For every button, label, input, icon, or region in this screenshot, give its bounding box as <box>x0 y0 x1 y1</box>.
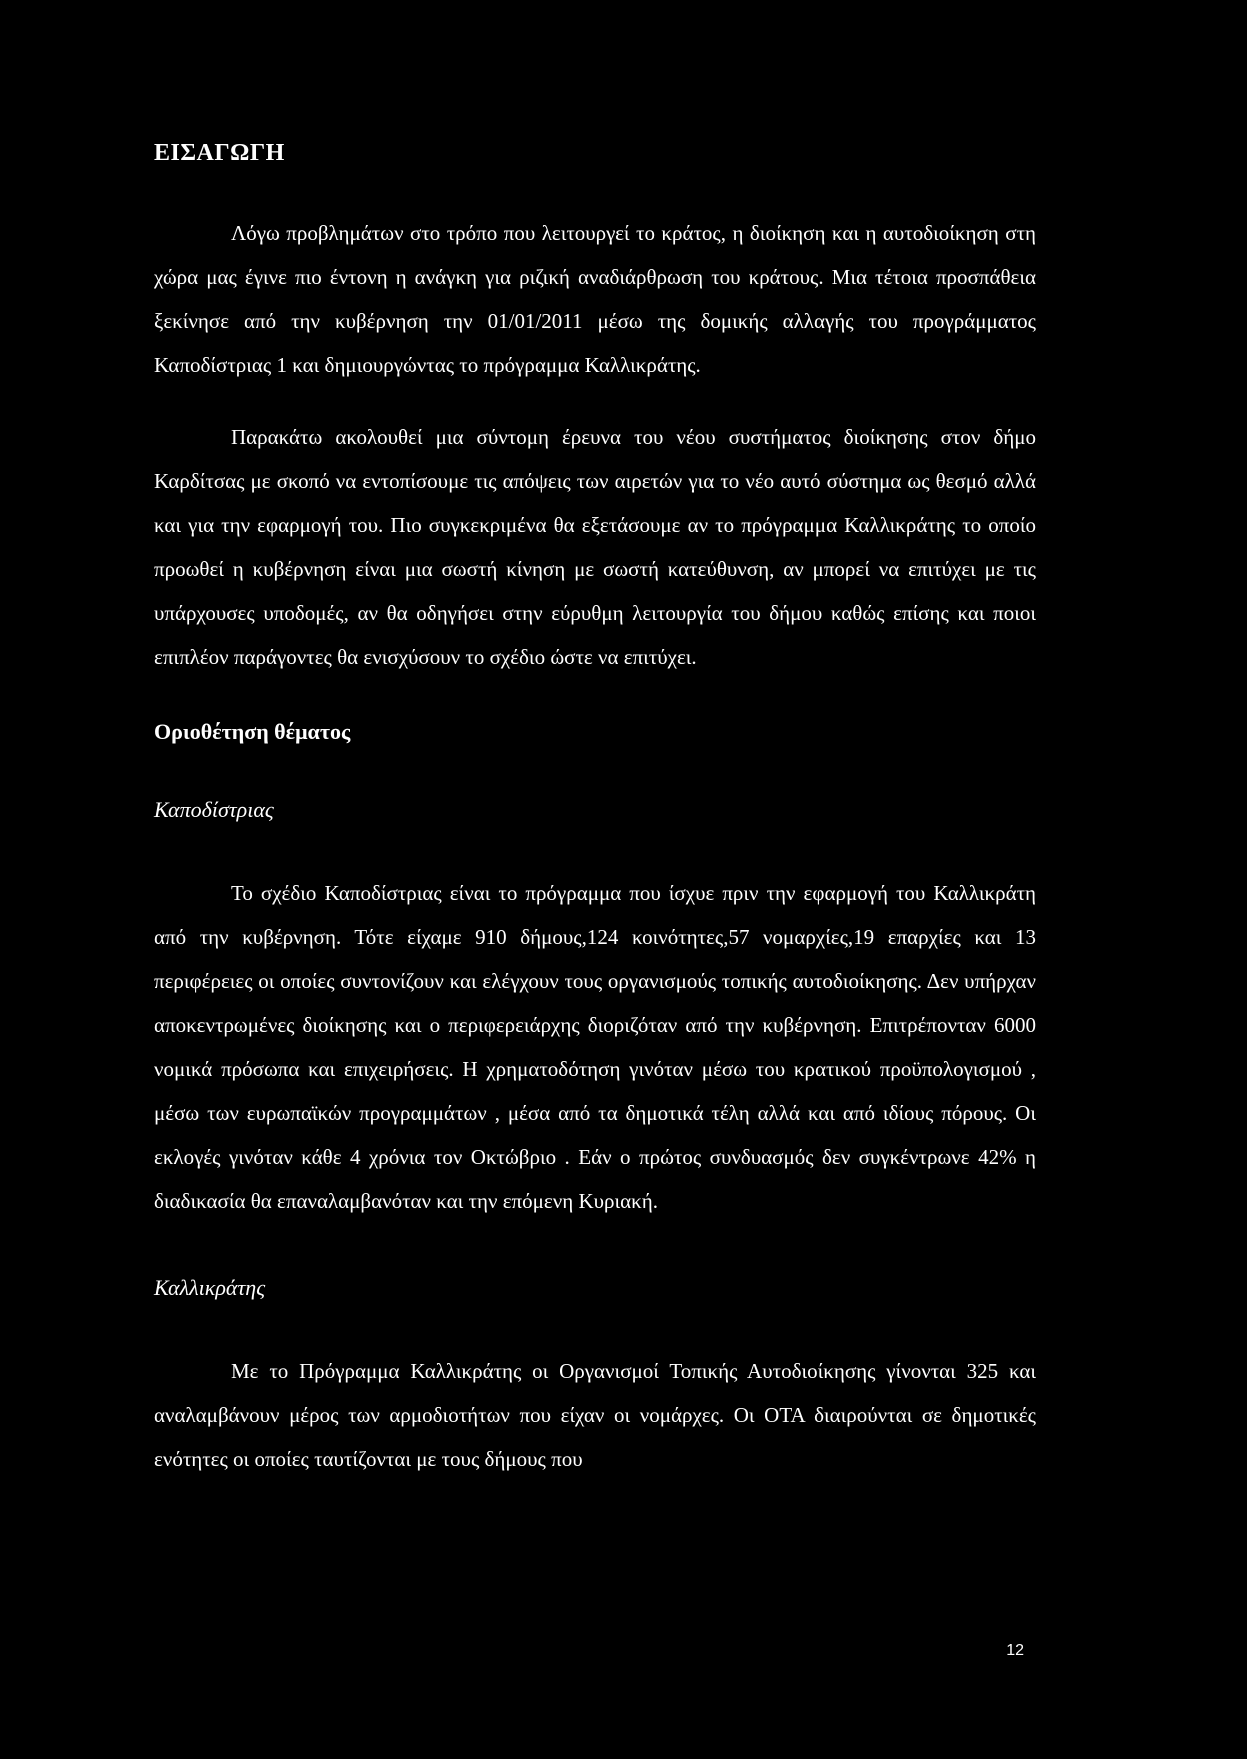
kallikratis-paragraph: Με το Πρόγραμμα Καλλικράτης οι Οργανισμοί Τοπικής Αυτοδιοίκησης γίνονται 325 και αναλαμβάνουν μέρος των αρμοδιοτήτων που είχαν οι νομάρχες. Οι ΟΤΑ διαιρούνται σε δημοτικές ενότητες οι οποίες ταυτίζονται με τους δήμους που <box>154 1359 1036 1471</box>
intro-paragraph-1: Λόγω προβλημάτων στο τρόπο που λειτουργεί το κράτος, η διοίκηση και η αυτοδιοίκηση στη χώρα μας έγινε πιο έντονη η ανάγκη για ριζική αναδιάρθρωση του κράτους. Μια τέτοια προσπάθεια ξεκίνησε από την κυβέρνηση την 01/01/2011 μέσω της δομικής αλλαγής του προγράμματος Καποδίστριας 1 και δημιουργώντας το πρόγραμμα Καλλικράτης. <box>154 221 1036 377</box>
page-number: 12 <box>1006 1642 1024 1659</box>
document-page <box>154 140 1036 1481</box>
intro-paragraph-2: Παρακάτω ακολουθεί μια σύντομη έρευνα του νέου συστήματος διοίκησης στον δήμο Καρδίτσας με σκοπό να εντοπίσουμε τις απόψεις των αιρετών για το νέο αυτό σύστημα ως θεσμό αλλά και για την εφαρμογή του. Πιο συγκεκριμένα θα εξετάσουμε αν το πρόγραμμα Καλλικράτης το οποίο προωθεί η κυβέρνηση είναι μια σωστή κίνηση με σωστή κατεύθυνση, αν μπορεί να επιτύχει με τις υπάρχουσες υποδομές, αν θα οδηγήσει στην εύρυθμη λειτουργία του δήμου καθώς επίσης και ποιοι επιπλέον παράγοντες θα ενισχύσουν το σχέδιο ώστε να επιτύχει. <box>154 425 1036 669</box>
kapodistrias-paragraph: Το σχέδιο Καποδίστριας είναι το πρόγραμμα που ίσχυε πριν την εφαρμογή του Καλλικράτη από την κυβέρνηση. Τότε είχαμε 910 δήμους,124 κοινότητες,57 νομαρχίες,19 επαρχίες και 13 περιφέρειες οι οποίες συντονίζουν και ελέγχουν τους οργανισμούς τοπικής αυτοδιοίκησης. Δεν υπήρχαν αποκεντρωμένες διοίκησης και ο περιφερειάρχης διοριζόταν από την κυβέρνηση. Επιτρέπονταν 6000 νομικά πρόσωπα και επιχειρήσεις. Η χρηματοδότηση γινόταν μέσω του κρατικού προϋπολογισμού , μέσω των ευρωπαϊκών προγραμμάτων , μέσα από τα δημοτικά τέλη αλλά και από ιδίους πόρους. Οι εκλογές γινόταν κάθε 4 χρόνια τον Οκτώβριο . Εάν ο πρώτος συνδυασμός δεν συγκέντρωνε 42% η διαδικασία θα επαναλαμβανόταν και την επόμενη Κυριακή. <box>154 881 1036 1213</box>
section-heading: ΕΙΣΑΓΩΓΗ <box>154 140 285 166</box>
subheading-scope: Οριοθέτηση θέματος <box>154 719 351 744</box>
section-title-kallikratis: Καλλικράτης <box>154 1275 266 1300</box>
section-title-kapodistrias: Καποδίστριας <box>154 797 274 822</box>
